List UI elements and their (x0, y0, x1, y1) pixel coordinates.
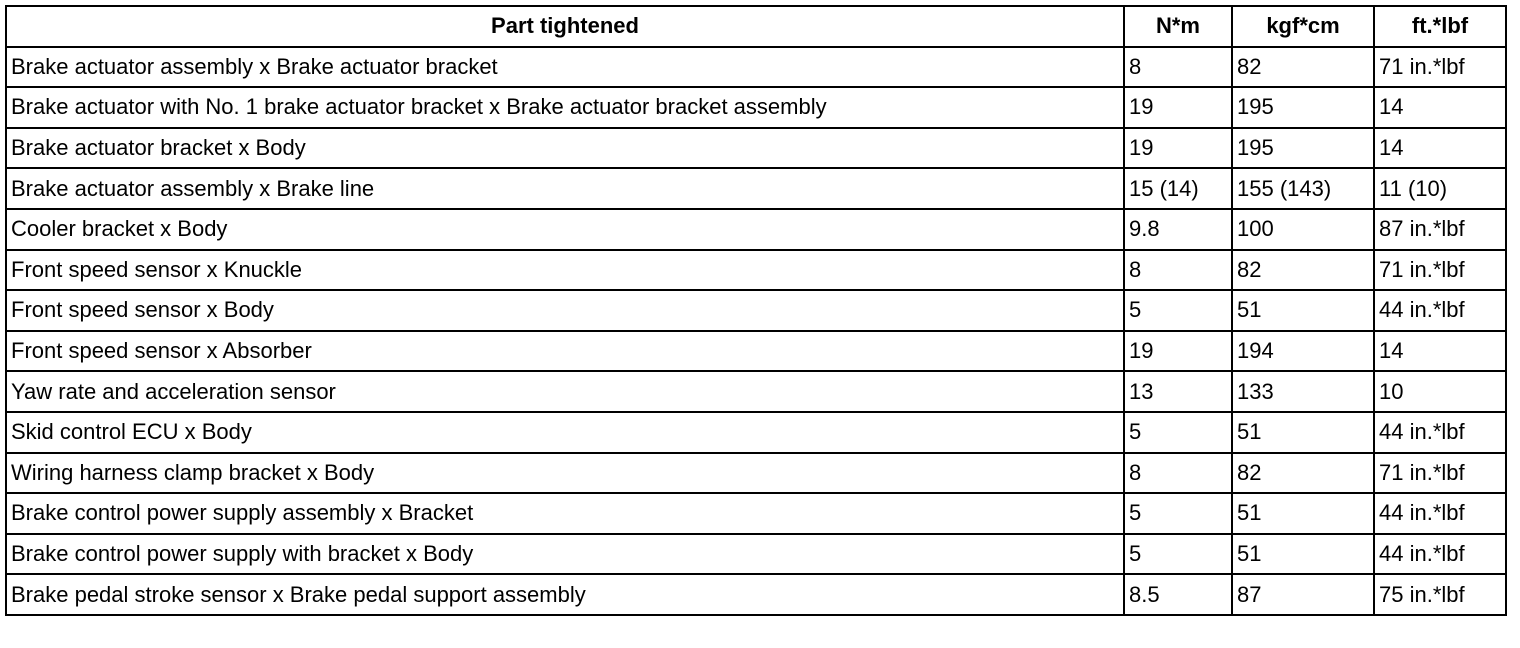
cell-part-tightened: Brake control power supply with bracket x Body (6, 534, 1124, 575)
cell-part-tightened: Brake control power supply assembly x Bracket (6, 493, 1124, 534)
cell-ft-lbf: 71 in.*lbf (1374, 47, 1506, 88)
cell-kgf-cm: 51 (1232, 412, 1374, 453)
cell-ft-lbf: 11 (10) (1374, 168, 1506, 209)
cell-ft-lbf: 10 (1374, 371, 1506, 412)
table-body (6, 47, 1506, 615)
cell-part-tightened: Brake actuator bracket x Body (6, 128, 1124, 169)
cell-part-tightened: Skid control ECU x Body (6, 412, 1124, 453)
table-row (6, 47, 1506, 88)
cell-ft-lbf: 71 in.*lbf (1374, 453, 1506, 494)
table-row (6, 534, 1506, 575)
cell-ft-lbf: 14 (1374, 331, 1506, 372)
cell-kgf-cm: 82 (1232, 453, 1374, 494)
cell-kgf-cm: 194 (1232, 331, 1374, 372)
cell-ft-lbf: 87 in.*lbf (1374, 209, 1506, 250)
torque-spec-table (5, 5, 1507, 616)
cell-nm: 5 (1124, 493, 1232, 534)
cell-nm: 8 (1124, 250, 1232, 291)
table-row (6, 290, 1506, 331)
cell-nm: 19 (1124, 87, 1232, 128)
cell-nm: 13 (1124, 371, 1232, 412)
cell-part-tightened: Yaw rate and acceleration sensor (6, 371, 1124, 412)
table-row (6, 209, 1506, 250)
cell-kgf-cm: 82 (1232, 47, 1374, 88)
cell-part-tightened: Brake actuator with No. 1 brake actuator bracket x Brake actuator bracket assembly (6, 87, 1124, 128)
cell-kgf-cm: 195 (1232, 128, 1374, 169)
cell-nm: 19 (1124, 128, 1232, 169)
table-row (6, 331, 1506, 372)
cell-nm: 5 (1124, 290, 1232, 331)
cell-nm: 9.8 (1124, 209, 1232, 250)
cell-part-tightened: Wiring harness clamp bracket x Body (6, 453, 1124, 494)
cell-kgf-cm: 100 (1232, 209, 1374, 250)
cell-kgf-cm: 51 (1232, 290, 1374, 331)
cell-kgf-cm: 195 (1232, 87, 1374, 128)
header-kgf-cm: kgf*cm (1232, 6, 1374, 47)
cell-nm: 8 (1124, 453, 1232, 494)
table-row (6, 168, 1506, 209)
cell-kgf-cm: 51 (1232, 493, 1374, 534)
table-row (6, 574, 1506, 615)
cell-part-tightened: Brake pedal stroke sensor x Brake pedal support assembly (6, 574, 1124, 615)
cell-ft-lbf: 44 in.*lbf (1374, 534, 1506, 575)
cell-kgf-cm: 51 (1232, 534, 1374, 575)
cell-kgf-cm: 87 (1232, 574, 1374, 615)
cell-nm: 5 (1124, 412, 1232, 453)
cell-ft-lbf: 71 in.*lbf (1374, 250, 1506, 291)
header-nm: N*m (1124, 6, 1232, 47)
cell-ft-lbf: 75 in.*lbf (1374, 574, 1506, 615)
table-row (6, 493, 1506, 534)
cell-nm: 19 (1124, 331, 1232, 372)
cell-ft-lbf: 14 (1374, 87, 1506, 128)
cell-part-tightened: Front speed sensor x Body (6, 290, 1124, 331)
table-row (6, 453, 1506, 494)
cell-kgf-cm: 155 (143) (1232, 168, 1374, 209)
cell-kgf-cm: 133 (1232, 371, 1374, 412)
table-header-row (6, 6, 1506, 47)
cell-ft-lbf: 44 in.*lbf (1374, 493, 1506, 534)
cell-ft-lbf: 44 in.*lbf (1374, 412, 1506, 453)
cell-part-tightened: Brake actuator assembly x Brake actuator bracket (6, 47, 1124, 88)
cell-part-tightened: Brake actuator assembly x Brake line (6, 168, 1124, 209)
cell-part-tightened: Front speed sensor x Absorber (6, 331, 1124, 372)
cell-ft-lbf: 14 (1374, 128, 1506, 169)
cell-nm: 8 (1124, 47, 1232, 88)
header-ft-lbf: ft.*lbf (1374, 6, 1506, 47)
cell-nm: 15 (14) (1124, 168, 1232, 209)
table-row (6, 412, 1506, 453)
header-part-tightened: Part tightened (6, 6, 1124, 47)
cell-nm: 5 (1124, 534, 1232, 575)
cell-part-tightened: Front speed sensor x Knuckle (6, 250, 1124, 291)
table-row (6, 371, 1506, 412)
table-row (6, 87, 1506, 128)
cell-nm: 8.5 (1124, 574, 1232, 615)
cell-ft-lbf: 44 in.*lbf (1374, 290, 1506, 331)
cell-part-tightened: Cooler bracket x Body (6, 209, 1124, 250)
table-row (6, 128, 1506, 169)
table-row (6, 250, 1506, 291)
cell-kgf-cm: 82 (1232, 250, 1374, 291)
